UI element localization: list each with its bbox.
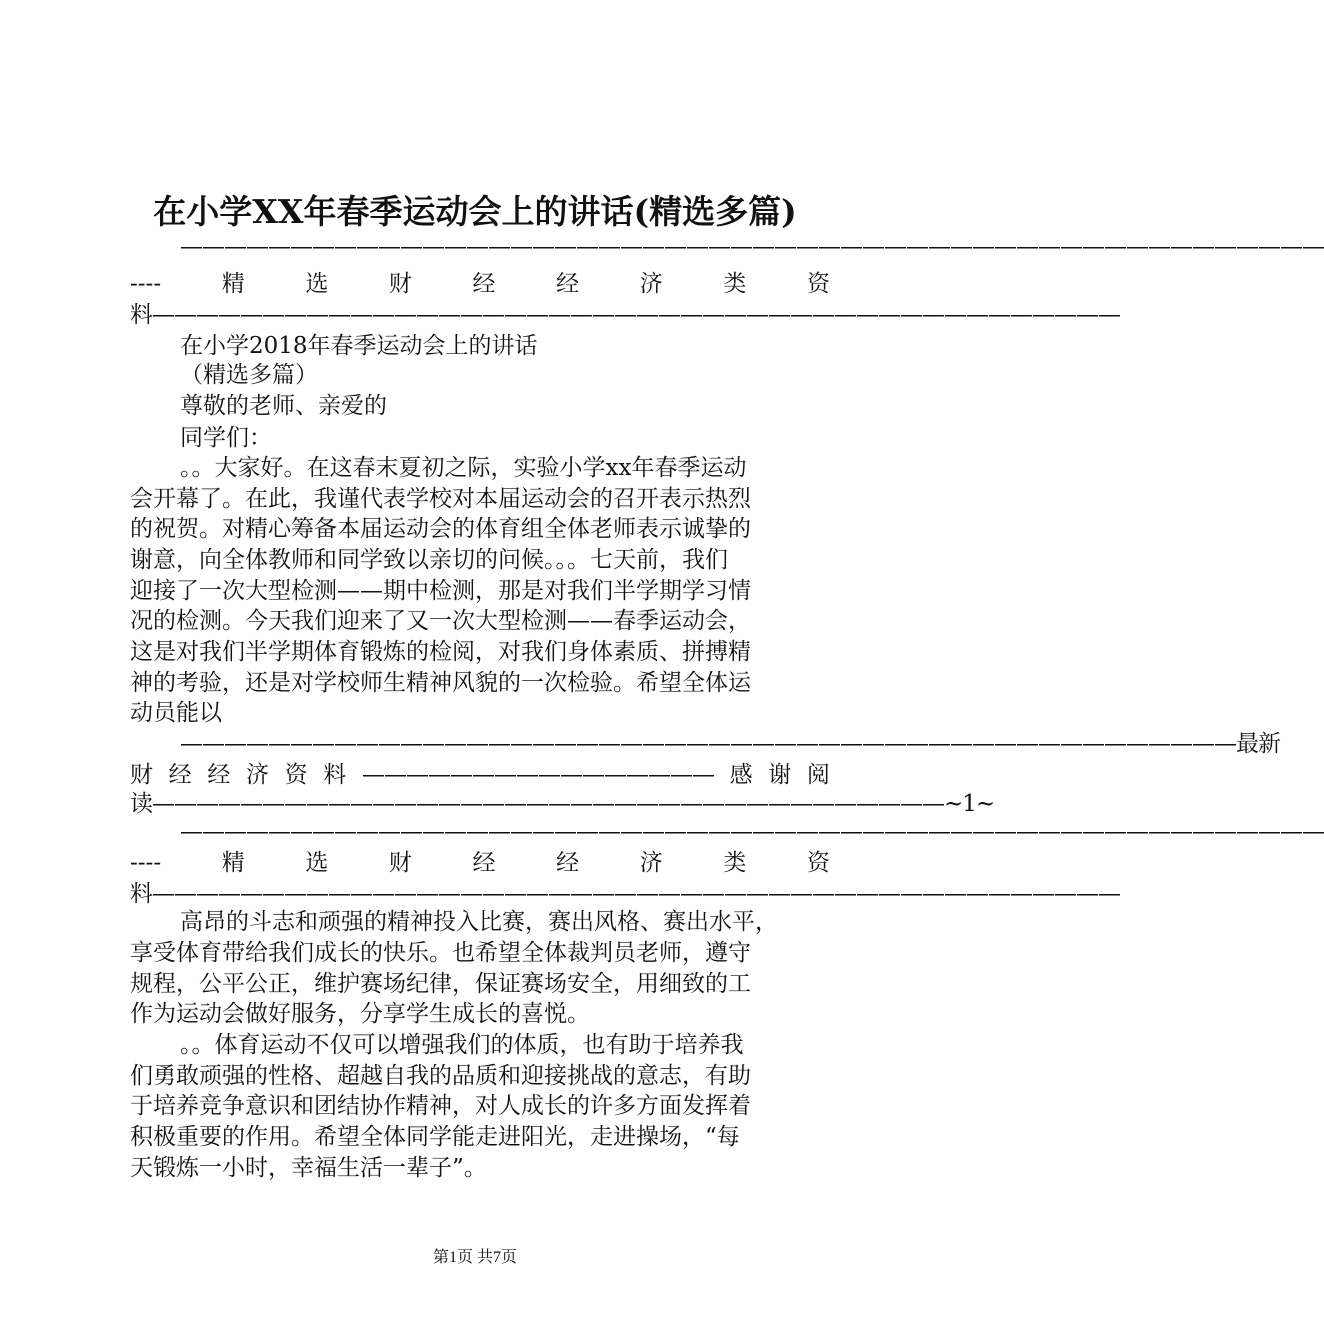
footer-word: 财 xyxy=(130,762,153,788)
footer-word: 经 xyxy=(168,762,192,788)
paragraph-line: 们勇敢顽强的性格、超越自我的品质和迎接挑战的意志，有助 xyxy=(130,1063,751,1089)
header-word: 资 xyxy=(806,271,830,297)
greeting: 尊敬的老师、亲爱的 xyxy=(180,393,387,419)
paragraph-line: 动员能以 xyxy=(130,700,222,726)
paragraph-line: 于培养竞争意识和团结协作精神，对人成长的许多方面发挥着 xyxy=(130,1093,751,1119)
footer-word: 谢 xyxy=(768,762,792,788)
paragraph-line: 。。体育运动不仅可以增强我们的体质，也有助于培养我 xyxy=(180,1032,744,1058)
footer-word: 料 xyxy=(323,762,347,788)
header-word: ---- xyxy=(130,850,162,876)
footer-word: 资 xyxy=(284,762,308,788)
header-word: 类 xyxy=(723,850,747,876)
header-word: 选 xyxy=(305,850,329,876)
header-word: 类 xyxy=(723,271,747,297)
header-word: 资 xyxy=(806,850,830,876)
subtitle-note: （精选多篇） xyxy=(180,362,318,388)
header-word: 财 xyxy=(388,271,412,297)
footer-dashes: ————————————————————————————————————————————————最新 xyxy=(180,731,1280,757)
header-word: 精 xyxy=(221,850,245,876)
paragraph-line: 规程，公平公正，维护赛场纪律，保证赛场安全，用细致的工 xyxy=(130,971,751,997)
header-word: 经 xyxy=(556,850,580,876)
header-word: 财 xyxy=(388,850,412,876)
footer-page-marker: 读————————————————————————————————————~1~ xyxy=(130,791,995,817)
paragraph-line: 这是对我们半学期体育锻炼的检阅，对我们身体素质、拼搏精 xyxy=(130,639,751,665)
subtitle: 在小学2018年春季运动会上的讲话 xyxy=(180,333,538,359)
paragraph-line: 谢意，向全体教师和同学致以亲切的问候。。。七天前，我们 xyxy=(130,547,728,573)
paragraph-line: 迎接了一次大型检测——期中检测，那是对我们半学期学习情 xyxy=(130,578,751,604)
header-word: 经 xyxy=(472,850,496,876)
paragraph-line: 天锻炼一小时，幸福生活一辈子”。 xyxy=(130,1155,487,1181)
document-title: 在小学XX年春季运动会上的讲话(精选多篇) xyxy=(153,192,797,231)
footer-dashes: ———————————————— xyxy=(361,762,714,788)
paragraph-line: 享受体育带给我们成长的快乐。也希望全体裁判员老师，遵守 xyxy=(130,940,751,966)
paragraph-line: 的祝贺。对精心筹备本届运动会的体育组全体老师表示诚挚的 xyxy=(130,516,751,542)
header-word: 济 xyxy=(639,271,663,297)
header-word: 经 xyxy=(556,271,580,297)
header-word: 经 xyxy=(472,271,496,297)
paragraph-line: 况的检测。今天我们迎来了又一次大型检测——春季运动会， xyxy=(130,608,751,634)
footer-word: 感 xyxy=(729,762,753,788)
paragraph-line: 神的考验，还是对学校师生精神风貌的一次检验。希望全体运 xyxy=(130,670,751,696)
header-row xyxy=(130,269,830,299)
footer-word: 济 xyxy=(245,762,269,788)
paragraph-line: 积极重要的作用。希望全体同学能走进阳光，走进操场，“每 xyxy=(130,1124,740,1150)
header-word: ---- xyxy=(130,271,162,297)
header-word: 精 xyxy=(221,271,245,297)
greeting: 同学们： xyxy=(180,425,272,451)
paragraph-line: 作为运动会做好服务，分享学生成长的喜悦。 xyxy=(130,1001,590,1027)
paragraph-line: 。。大家好。在这春末夏初之际，实验小学xx年春季运动 xyxy=(180,455,747,481)
header-tail: 料———————————————————————————————————————————— xyxy=(130,302,1120,328)
header-dashes: ———————————————————————————————————————————————————— xyxy=(180,819,1324,845)
header-tail: 料———————————————————————————————————————————— xyxy=(130,881,1120,907)
page-number: 第1页 共7页 xyxy=(432,1249,517,1266)
footer-word: 经 xyxy=(207,762,231,788)
footer-word: 阅 xyxy=(806,762,830,788)
header-word: 选 xyxy=(305,271,329,297)
paragraph-line: 高昂的斗志和顽强的精神投入比赛，赛出风格、赛出水平， xyxy=(180,909,778,935)
header-word: 济 xyxy=(639,850,663,876)
paragraph-line: 会开幕了。在此，我谨代表学校对本届运动会的召开表示热烈 xyxy=(130,486,751,512)
header-row xyxy=(130,848,830,878)
header-dashes: ———————————————————————————————————————————————————— xyxy=(180,234,1324,260)
footer-row xyxy=(130,760,830,790)
